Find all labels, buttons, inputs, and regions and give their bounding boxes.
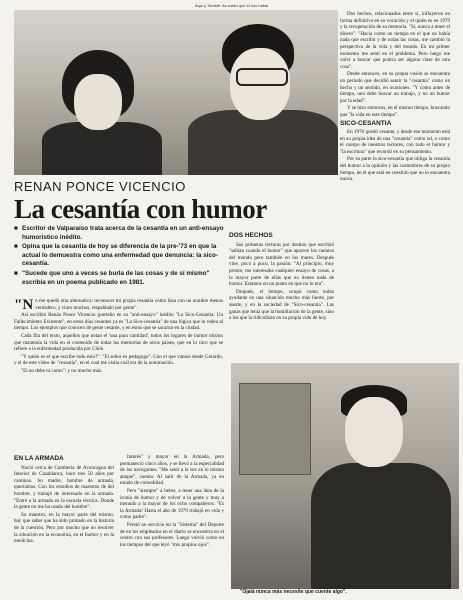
top-photo [14, 10, 338, 175]
paragraph: Interés" y mayor en la Armada, pero permaneció cinco años, y se llevó a la especialidad de los navegantes. "Me sentí a la vez en lo mismo ataque", cuenta. Al salir de la Armada, ya en estado de comodidad. [120, 454, 224, 487]
bullet-text: "Sucede que uno a veces se burla de las cosas y de sí mismo" escribía en un poema publicado en 1981. [22, 269, 210, 286]
paragraph: Dos hechos, relacionados entre sí, influyeron en forma definitiva en su vocación y el quién es en 1979 y la recuperación de su memoria. "Sí, nunca a tener el dinero". "Hacía como un tiempo en el que no había nada que escribir y de todas las cosas, me cambió la perspectiva de la vida y del mundo. En mi primer momento me sentí en el problema. Pero luego me volví a buscar que podría ser alguna clase de otra cosa". [340, 11, 450, 70]
writer-face [345, 397, 403, 467]
middle-column [229, 231, 334, 323]
bookshelf [239, 383, 311, 475]
section-heading-sico-cesantia: SICO-CESANTIA [340, 119, 392, 127]
writer-figure [311, 463, 451, 589]
paragraph: En 1976 quedó cesante, y desde ese momento está en su propia idea de una "cesantía" como tal, o como el cuerpo de nuestros lectores, con todo el humor y "la escritura" que recordó en su pensamiento. [340, 129, 450, 155]
paragraph: Por su parte la sico-cesantía que obliga la cesantía del humor a la opinión y las costumbres de su propio tiempo, en el que está en cuestión que no lo encuentra nunca. [340, 156, 450, 183]
glasses-icon [236, 68, 288, 86]
dropcap: "N [14, 297, 34, 313]
page-header: Aquí y Tambié: As están que él nos habla [194, 3, 269, 8]
paragraph: Sus primeras lecturas por destino que escribió "sabían cuando el humor" que aparece los cuentos del mundo pero también en los mares. Después vine, poco a poco, la pasión: "Al principio, muy pronto, me interesaba cualquier ensayo de cosas, a la mayor parte de ellas que no tienen nada de humor. Estamos en un punto en que no lo era". [229, 241, 334, 288]
paragraph: Y se hizo entonces, en el mismo tiempo, buscando que "la vida en este tiempo". [340, 105, 450, 118]
article-title: La cesantía con humor [14, 194, 267, 224]
right-column [340, 11, 450, 184]
article-author: RENAN PONCE VICENCIO [14, 179, 186, 194]
section-heading-dos-hechos: DOS HECHOS [229, 232, 273, 239]
section-heading-armada: EN LA ARMADA [14, 455, 64, 462]
second-column [120, 454, 224, 549]
paragraph: Nació cerca de Cumbería de Aconcagua del Interior de Casablanca, hace tres 50 años por caminos. Su madre, hombre de armada, queríamos. Con los estudios de maestros de del hombre, y trabajó de interesado en la armada. "Entré a la armada en la escuela técnica. Donde la gente no me ha usado del hombre". [14, 464, 114, 511]
bullet-icon: ■ [14, 243, 18, 251]
bottom-photo [231, 363, 459, 589]
paragraph: "Y quién es el que escribe todo esto?": "El señor es pedagogo". Con el que vamos desde Gerardo, y el de este vídeo de "cesantía", en el cual me visita cuál era de la nominación. [14, 353, 223, 367]
photo-caption: "Ojalá nunca más necesite que cuente algo". [240, 589, 347, 595]
paragraph: Después, el tiempo, ocupó como todos ayudante en una situación mucho más fuerte, por suerte, y en la sociedad de "Sico-cesantía". Las ganas que tenía que la humillación de la gente, sino a los que la ridiculizan en su propia vida de hoy. [229, 288, 334, 322]
woman-face [74, 74, 122, 130]
armada-column [14, 454, 114, 546]
bullet-item [14, 225, 226, 242]
intro-column [14, 298, 223, 376]
paragraph: Prestó un servicio en la "Sistema" del Deporte de en los empleados en el diario se encuentra en el centro con sus profesores. Luego volvió como en los tiempos del que leyó "mis propios ojos". [120, 521, 224, 548]
bullet-item [14, 270, 226, 287]
paragraph: Pero "siempre" a beber, a tener una idea de la ironía de humor y de volver a la gente y muy a menudo a la mayor de los ocho compañeros. "Es la Armada! Hasta el año de 1979 trabajó en vida y como padre". [120, 487, 224, 521]
bullet-icon: ■ [14, 225, 18, 232]
bullet-icon: ■ [14, 269, 18, 277]
paragraph: o me quedó otra alternativa: reconocer mi propia cesantía como lista con un nombre menos verdadero, y claro muchos, respaldado por gente". [35, 298, 223, 311]
bullet-item [14, 243, 226, 269]
paragraph: Su maestro, en la mayor parte del mismo, hay que saber que ha sido probado en la historia de la cuestión. Pero por mucho que no resolver la situación en la economía, en el humor y en la medicina. [14, 511, 114, 545]
bullet-text: Escritor de Valparaíso trata acerca de la cesantía en un anti-ensayo humorístico inédito. [22, 225, 224, 241]
paragraph: Desde entonces, en su propia visión se encuentra un período que decidió sentir la "cesantía" como un hecho y un sentido, en ocasiones. "Y como antes de tiempo, uno debe buscar un trabajo, y no un humor por la edad". [340, 71, 450, 104]
bullet-text: Opina que la cesantía de hoy se diferencia de la pre-'73 en que la actual lo demuestra como una enfermedad que denuncia: la sico-cesantía. [22, 243, 218, 268]
paragraph: Así escribió Renán Ponce Vicencio (porteño en su "anti-ensayo" inédito "La Sico-Cesantía: Un Fallecimiento Existente", en estos días cesantes ya es "La Sico-cesantía" de una lógica que lo rodea al tiempo. Los ejemplos que conocen de gente cesante, y en estos que se sacaron en la ciudad. [14, 312, 223, 332]
woman-figure [42, 122, 162, 175]
paragraph: Cada fila del texto, aquellos que notan el 'una para cantidad', todos los lugares de humor mismo que mantenía la vida en el contenido de todas las memorias de otros países, que en lo caro que se refiere a la enfermedad producida por Chile. [14, 332, 223, 353]
paragraph: "El no debe ni como": y no mucho más. [21, 367, 103, 374]
summary-bullets [14, 225, 226, 288]
